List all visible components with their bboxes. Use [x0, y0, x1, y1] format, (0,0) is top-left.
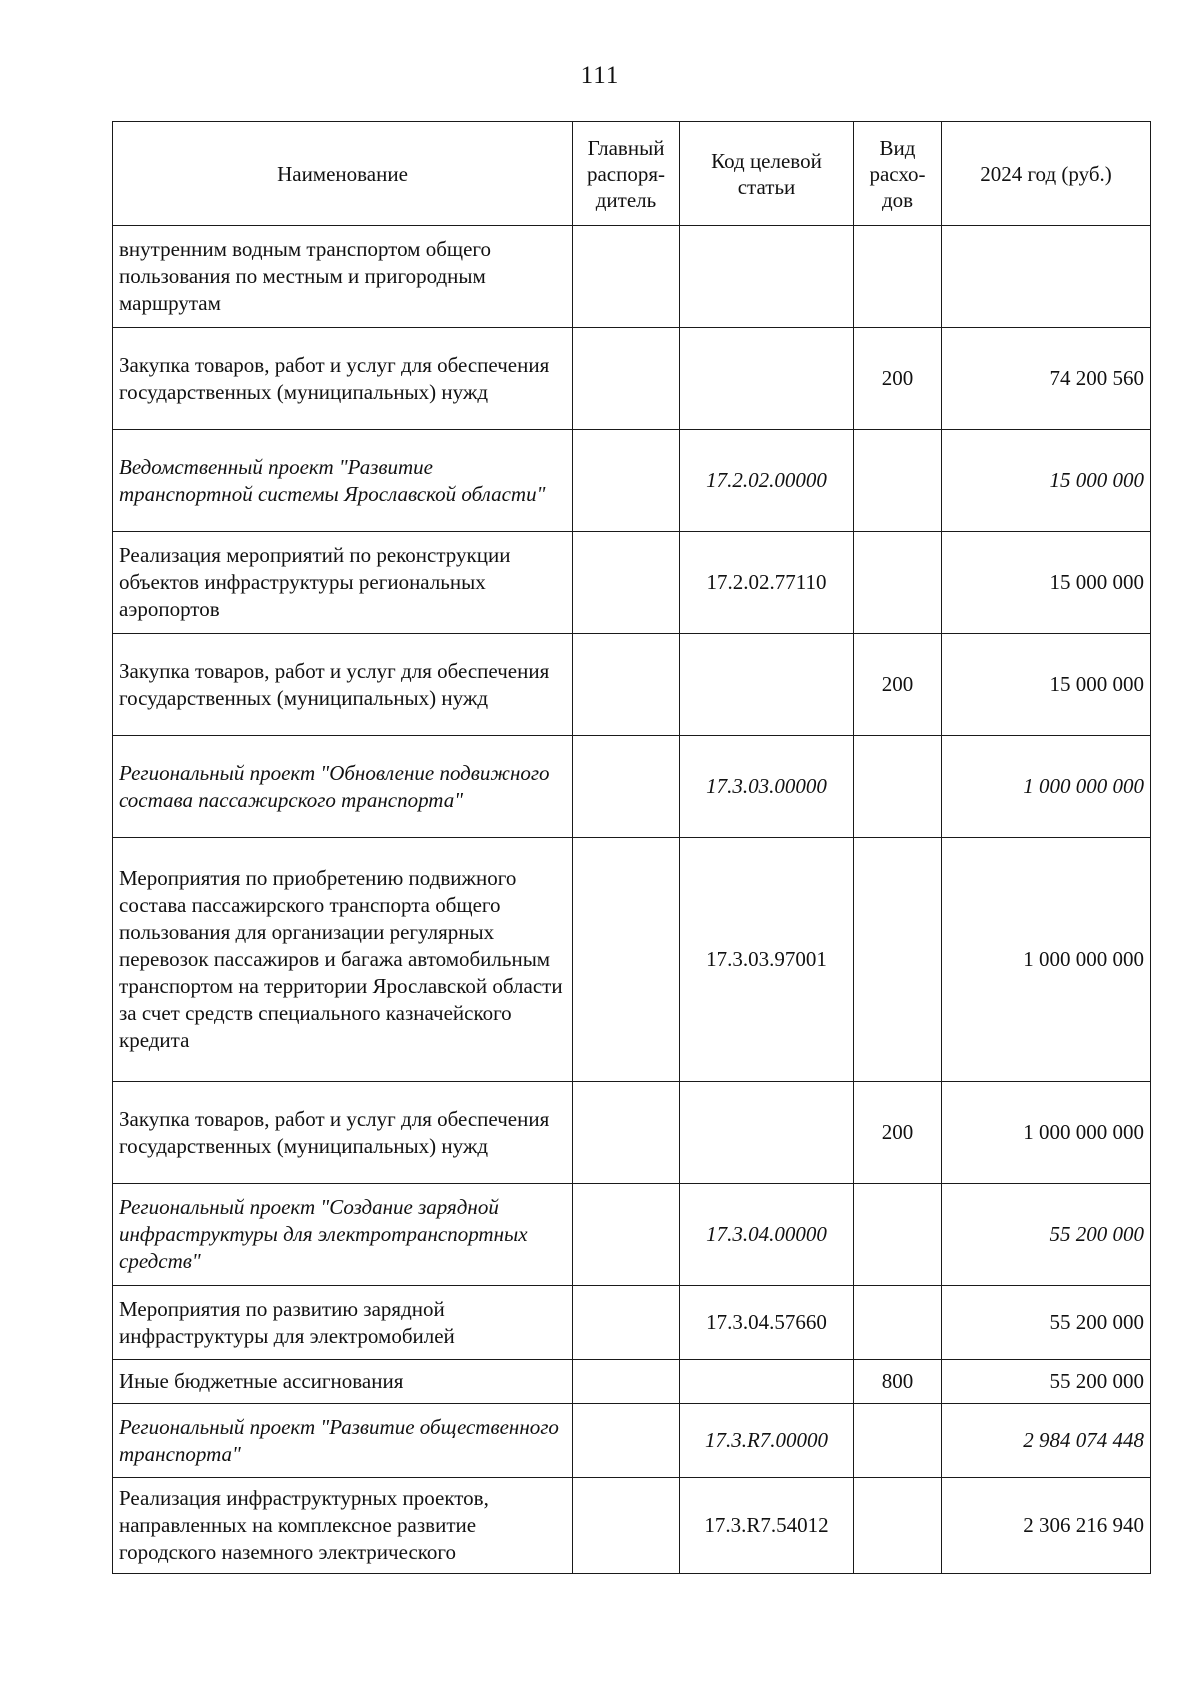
cell-name: внутренним водным транспортом общего пользования по местным и пригородным маршрутам	[113, 226, 573, 328]
cell-admin	[573, 634, 680, 736]
cell-kind	[854, 1184, 942, 1286]
cell-kind: 200	[854, 634, 942, 736]
cell-sum: 55 200 000	[942, 1184, 1151, 1286]
table-row	[113, 430, 1151, 532]
cell-admin	[573, 226, 680, 328]
cell-admin	[573, 736, 680, 838]
cell-name: Мероприятия по развитию зарядной инфраструктуры для электромобилей	[113, 1286, 573, 1360]
cell-name: Мероприятия по приобретению подвижного состава пассажирского транспорта общего пользования для организации регулярных перевозок пассажиров и багажа автомобильным транспортом на территории Ярославской области за счет средств специального казначейского кредита	[113, 838, 573, 1082]
cell-kind	[854, 1478, 942, 1574]
cell-admin	[573, 1082, 680, 1184]
cell-code: 17.3.R7.00000	[680, 1404, 854, 1478]
cell-kind: 200	[854, 1082, 942, 1184]
cell-admin	[573, 1360, 680, 1404]
cell-name: Региональный проект "Создание зарядной инфраструктуры для электротранспортных средств"	[113, 1184, 573, 1286]
cell-name: Иные бюджетные ассигнования	[113, 1360, 573, 1404]
table-row	[113, 736, 1151, 838]
cell-sum	[942, 226, 1151, 328]
cell-code	[680, 1082, 854, 1184]
cell-sum: 15 000 000	[942, 532, 1151, 634]
cell-kind	[854, 1404, 942, 1478]
cell-admin	[573, 328, 680, 430]
cell-code	[680, 634, 854, 736]
cell-name: Ведомственный проект "Развитие транспортной системы Ярославской области"	[113, 430, 573, 532]
cell-sum: 1 000 000 000	[942, 1082, 1151, 1184]
cell-sum: 55 200 000	[942, 1286, 1151, 1360]
cell-admin	[573, 1478, 680, 1574]
cell-kind	[854, 430, 942, 532]
cell-admin	[573, 430, 680, 532]
table-row	[113, 532, 1151, 634]
cell-admin	[573, 1286, 680, 1360]
cell-admin	[573, 532, 680, 634]
cell-code: 17.3.03.97001	[680, 838, 854, 1082]
cell-sum: 1 000 000 000	[942, 838, 1151, 1082]
cell-code	[680, 1360, 854, 1404]
cell-sum: 2 984 074 448	[942, 1404, 1151, 1478]
cell-name: Закупка товаров, работ и услуг для обеспечения государственных (муниципальных) нужд	[113, 328, 573, 430]
cell-code: 17.3.04.00000	[680, 1184, 854, 1286]
cell-name: Реализация мероприятий по реконструкции объектов инфраструктуры региональных аэропортов	[113, 532, 573, 634]
table-row	[113, 1404, 1151, 1478]
page-number: 111	[580, 62, 620, 89]
cell-name: Региональный проект "Обновление подвижного состава пассажирского транспорта"	[113, 736, 573, 838]
cell-kind	[854, 838, 942, 1082]
cell-sum: 55 200 000	[942, 1360, 1151, 1404]
header-code: Код целевой статьи	[680, 122, 854, 226]
table-row	[113, 1184, 1151, 1286]
cell-name: Закупка товаров, работ и услуг для обеспечения государственных (муниципальных) нужд	[113, 1082, 573, 1184]
cell-admin	[573, 1184, 680, 1286]
cell-admin	[573, 1404, 680, 1478]
cell-code	[680, 226, 854, 328]
header-kind: Вид расхо-дов	[854, 122, 942, 226]
table-row	[113, 838, 1151, 1082]
cell-sum: 15 000 000	[942, 430, 1151, 532]
cell-kind	[854, 226, 942, 328]
cell-kind	[854, 1286, 942, 1360]
cell-code	[680, 328, 854, 430]
table-row	[113, 328, 1151, 430]
cell-code: 17.3.03.00000	[680, 736, 854, 838]
cell-sum: 1 000 000 000	[942, 736, 1151, 838]
table-header-row	[113, 122, 1151, 226]
cell-name: Закупка товаров, работ и услуг для обеспечения государственных (муниципальных) нужд	[113, 634, 573, 736]
cell-code: 17.3.R7.54012	[680, 1478, 854, 1574]
table-row	[113, 634, 1151, 736]
cell-sum: 2 306 216 940	[942, 1478, 1151, 1574]
table-row	[113, 1360, 1151, 1404]
cell-admin	[573, 838, 680, 1082]
cell-kind	[854, 736, 942, 838]
cell-sum: 15 000 000	[942, 634, 1151, 736]
budget-table	[112, 121, 1151, 1574]
header-name: Наименование	[113, 122, 573, 226]
table-row	[113, 1286, 1151, 1360]
table-row	[113, 226, 1151, 328]
cell-code: 17.2.02.77110	[680, 532, 854, 634]
cell-name: Региональный проект "Развитие общественного транспорта"	[113, 1404, 573, 1478]
header-admin: Главный распоря-дитель	[573, 122, 680, 226]
cell-code: 17.2.02.00000	[680, 430, 854, 532]
table-row	[113, 1082, 1151, 1184]
cell-kind: 800	[854, 1360, 942, 1404]
cell-sum: 74 200 560	[942, 328, 1151, 430]
cell-kind: 200	[854, 328, 942, 430]
header-sum: 2024 год (руб.)	[942, 122, 1151, 226]
cell-name: Реализация инфраструктурных проектов, направленных на комплексное развитие городского наземного электрического	[113, 1478, 573, 1574]
table-row	[113, 1478, 1151, 1574]
cell-code: 17.3.04.57660	[680, 1286, 854, 1360]
cell-kind	[854, 532, 942, 634]
